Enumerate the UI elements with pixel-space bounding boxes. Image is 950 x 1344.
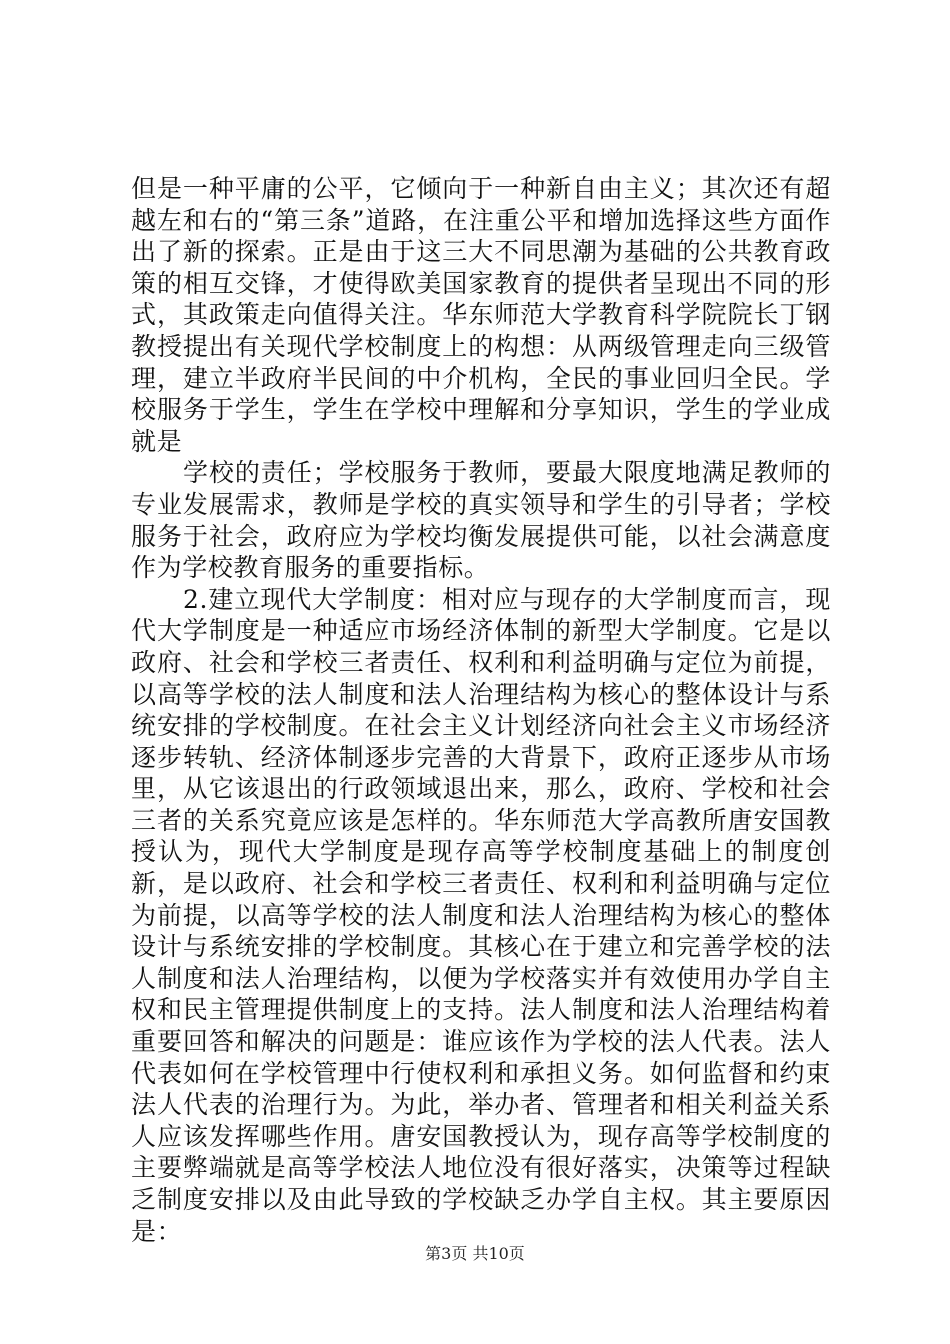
paragraph: 但是一种平庸的公平，它倾向于一种新自由主义；其次还有超越左和右的“第三条”道路，在注重公平和增加选择这些方面作出了新的探索。正是由于这三大不同思潮为基础的公共教育政策的相互交锋，才使得欧美国家教育的提供者呈现出不同的形式，其政策走向值得关注。华东师范大学教育科学院院长丁钢教授提出有关现代学校制度上的构想：从两级管理走向三级管理，建立半政府半民间的中介机构，全民的事业回归全民。学校服务于学生，学生在学校中理解和分享知识，学生的学业成就是 [131, 174, 831, 456]
paragraph: 2.建立现代大学制度：相对应与现存的大学制度而言，现代大学制度是一种适应市场经济体制的新型大学制度。它是以政府、社会和学校三者责任、权利和利益明确与定位为前提，以高等学校的法人制度和法人治理结构为核心的整体设计与系统安排的学校制度。在社会主义计划经济向社会主义市场经济逐步转轨、经济体制逐步完善的大背景下，政府正逐步从市场里，从它该退出的行政领域退出来，那么，政府、学校和社会三者的关系究竟应该是怎样的。华东师范大学高教所唐安国教授认为，现代大学制度是现存高等学校制度基础上的制度创新，是以政府、社会和学校三者责任、权利和利益明确与定位为前提，以高等学校的法人制度和法人治理结构为核心的整体设计与系统安排的学校制度。其核心在于建立和完善学校的法人制度和法人治理结构，以便为学校落实并有效使用办学自主权和民主管理提供制度上的支持。法人制度和法人治理结构着重要回答和解决的问题是：谁应该作为学校的法人代表。法人代表如何在学校管理中行使权利和承担义务。如何监督和约束法人代表的治理行为。为此，举办者、管理者和相关利益关系人应该发挥哪些作用。唐安国教授认为，现存高等学校制度的主要弊端就是高等学校法人地位没有很好落实，决策等过程缺乏制度安排以及由此导致的学校缺乏办学自主权。其主要原因是： [131, 584, 831, 1246]
body-text [131, 173, 831, 1247]
paragraph: 学校的责任；学校服务于教师，要最大限度地满足教师的专业发展需求，教师是学校的真实领导和学生的引导者；学校服务于社会，政府应为学校均衡发展提供可能，以社会满意度作为学校教育服务的重要指标。 [131, 458, 831, 583]
page-footer: 第3页 共10页 [425, 1244, 525, 1263]
